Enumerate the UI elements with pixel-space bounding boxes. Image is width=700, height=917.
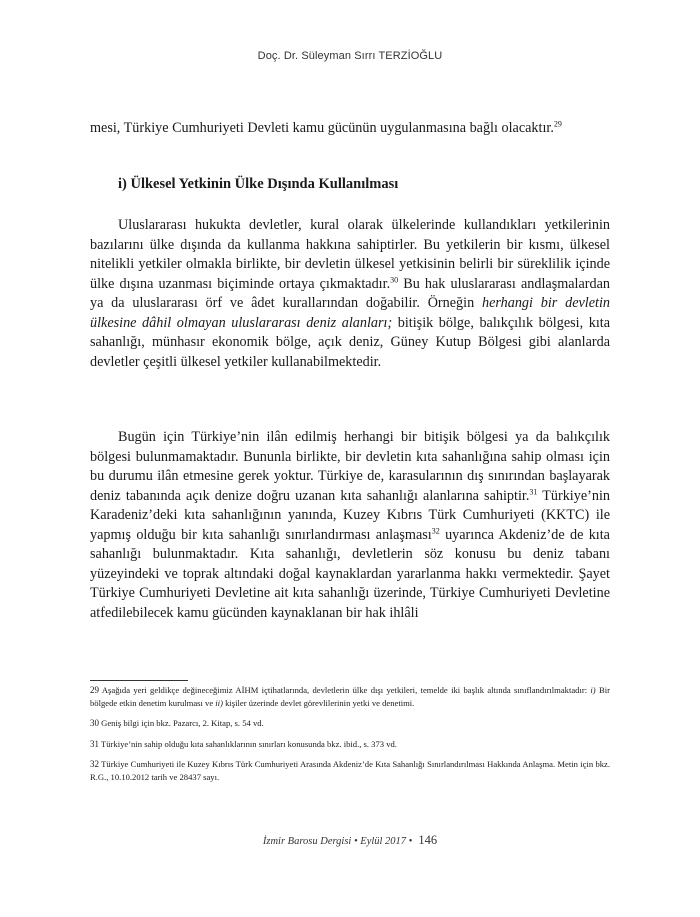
- footnote-number: 29: [90, 685, 99, 695]
- footnote-text: Türkiye Cumhuriyeti ile Kuzey Kıbrıs Türk Cumhuriyeti Arasında Akdeniz’de Kıta Sahanlığı Sınırlandırılması Hakkında Anlaşma. Metin için bkz. R.G., 10.10.2012 tarih ve 28437 sayı.: [90, 759, 610, 782]
- paragraph-text: mesi, Türkiye Cumhuriyeti Devleti kamu gücünün uygulanmasına bağlı olacaktır.: [90, 120, 554, 136]
- italic-phrase: herhangi bir devletin ülkesine dâhil olmayan uluslararası deniz alanları;: [90, 295, 610, 331]
- footnote-text: Bir bölgede etkin denetim kurulması ve: [90, 685, 610, 708]
- footnote-divider: [90, 680, 188, 681]
- footnote-29: [90, 684, 610, 709]
- footnote-number: 31: [90, 738, 99, 749]
- journal-name: İzmir Barosu Dergisi • Eylül 2017 •: [262, 836, 413, 847]
- footnote-ref-32[interactable]: 32: [431, 525, 440, 535]
- footnote-ref-29[interactable]: 29: [553, 119, 562, 129]
- footnote-30: [90, 717, 610, 730]
- page-footer: [0, 833, 700, 848]
- paragraph-text: bitişik bölge, balıkçılık bölgesi, kıta sahanlığı, münhasır ekonomik bölge, açık deniz, Güney Kutup Bölgesi gibi alanlarda devletler çeşitli ülkesel yetkiler kullanabilmektedir.: [90, 314, 610, 370]
- section-heading: i) Ülkesel Yetkinin Ülke Dışında Kullanılması: [118, 176, 399, 192]
- paragraph-text: Türkiye’nin Karadeniz’deki kıta sahanlığının yanında, Kuzey Kıbrıs Türk Cumhuriyeti (KKTC) ile yapmış olduğu bir kıta sahanlığı sınırlandırması anlaşması: [90, 487, 610, 543]
- footnote-number: 32: [90, 759, 99, 769]
- footnote-number: 30: [90, 718, 99, 728]
- paragraph-2: [90, 428, 610, 623]
- paragraph-text: uyarınca Akdeniz’de de kıta sahanlığı bulunmaktadır. Kıta sahanlığı, devletlerin söz konusu bu deniz tabanı yüzeyindeki ve toprak altındaki doğal kaynaklardan yararlanma hakkı vermektedir. Şayet Türkiye Cumhuriyeti Devletine ait kıta sahanlığı üzerinde, Türkiye Cumhuriyeti Devletine atfedilebilecek kamu gücünden kaynaklanan bir hak ihlâli: [90, 526, 610, 621]
- paragraph-1: [90, 216, 610, 372]
- page-number: 146: [418, 833, 438, 847]
- footnotes: [90, 684, 610, 791]
- paragraph-text: Uluslararası hukukta devletler, kural olarak ülkelerinde kullandıkları yetkilerinin bazılarını ülke dışında da kullanma hakkına sahiptirler. Bu yetkilerin bir kısmı, ülkesel nitelikli yetkiler olmakla birlikte, bir devletin ülkesel yetkisinin belirli bir süreklilik içinde ülke dışına uzanması biçiminde ortaya çıkmaktadır.: [90, 217, 610, 292]
- footnote-text: Aşağıda yeri geldikçe değineceğimiz AİHM içtihatlarında, devletlerin ülke dışı yetkileri, temelde iki başlık altında sınıflandırılmaktadır:: [99, 685, 591, 695]
- footnote-text: Türkiye’nin sahip olduğu kıta sahanlıklarının sınırları konusunda bkz. ibid., s. 373 vd.: [99, 738, 397, 749]
- paragraph-text: Bu hak uluslararası andlaşmalardan ya da uluslararası örf ve âdet kurallarından doğabilir. Örneğin: [90, 275, 610, 311]
- footnote-text: Geniş bilgi için bkz. Pazarcı, 2. Kitap, s. 54 vd.: [99, 718, 264, 728]
- paragraph-text: Bugün için Türkiye’nin ilân edilmiş herhangi bir bitişik bölgesi ya da balıkçılık bölgesi bulunmamaktadır. Bununla birlikte, bir devletin kıta sahanlığına sahip olması için bu durumu ilân etmesine gerek yoktur. Türkiye de, karasularının dış sınırından başlayarak deniz tabanında açık denize doğru uzanan kıta sahanlığı alanlarına sahiptir.: [90, 429, 610, 504]
- running-header: Doç. Dr. Süleyman Sırrı TERZİOĞLU: [257, 50, 443, 62]
- footnote-text: kişiler üzerinde devlet görevlilerinin yetki ve denetimi.: [222, 697, 415, 708]
- footnote-32: [90, 758, 610, 783]
- footnote-italic: ii): [215, 697, 223, 708]
- footnote-italic: i): [590, 685, 596, 695]
- paragraph-continuation: [90, 119, 610, 139]
- footnote-31: [90, 738, 610, 751]
- footnote-ref-30[interactable]: 30: [390, 274, 399, 284]
- footnote-ref-31[interactable]: 31: [529, 486, 538, 496]
